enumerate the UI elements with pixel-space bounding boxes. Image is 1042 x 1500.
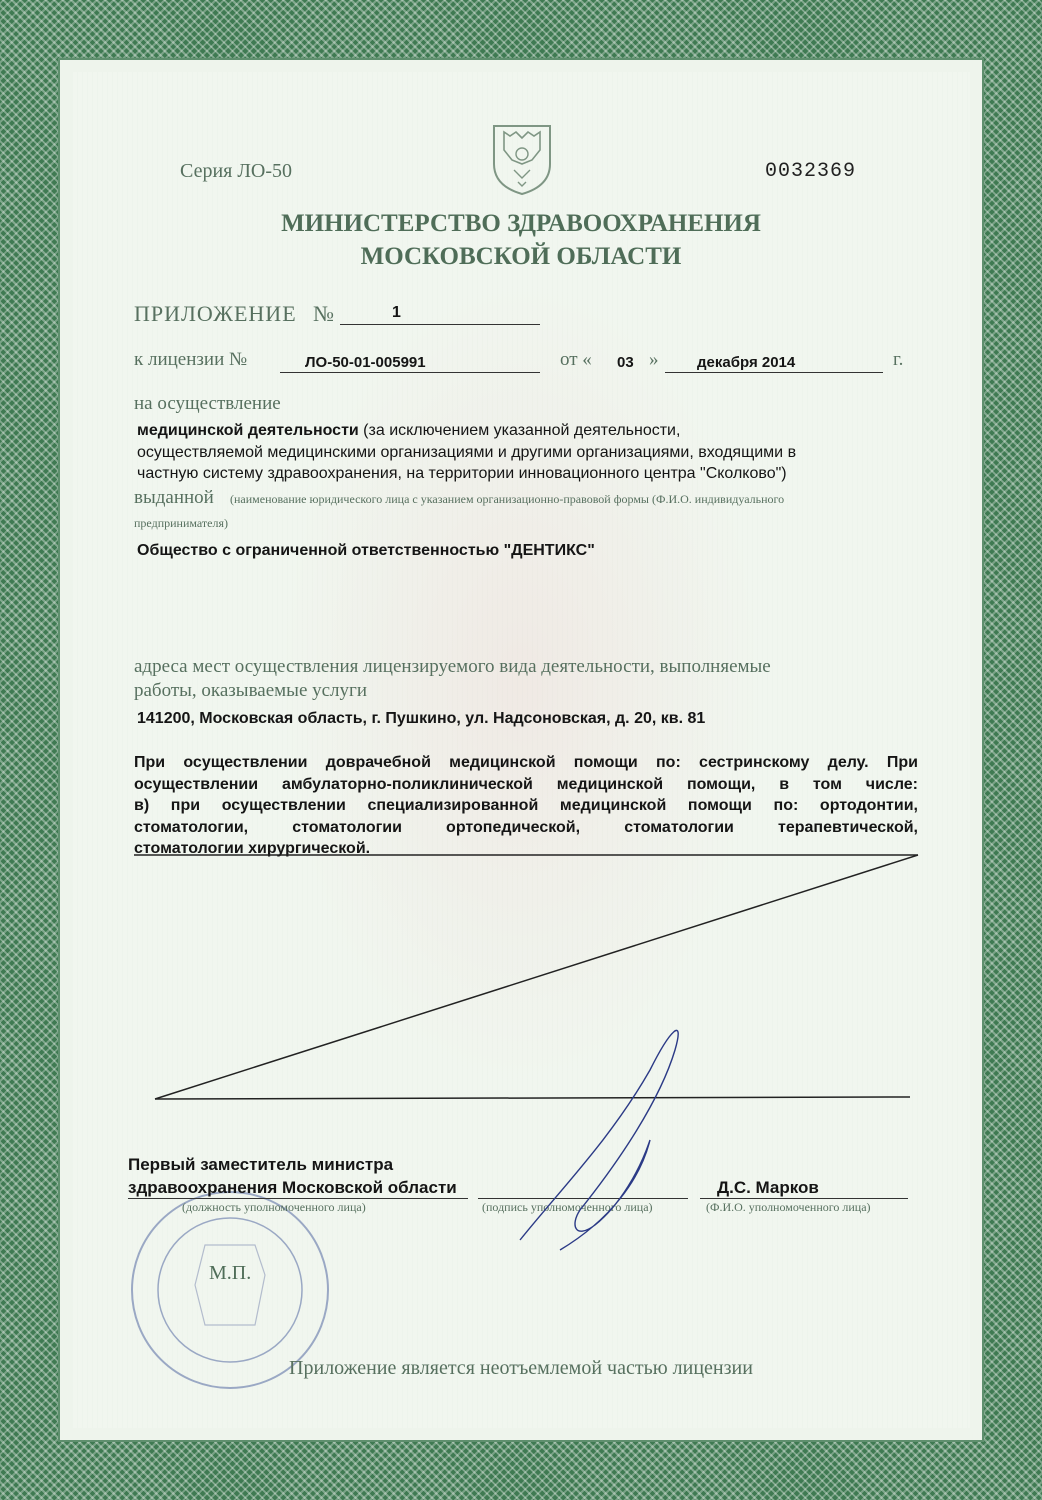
name-caption: (Ф.И.О. уполномоченного лица)	[706, 1200, 871, 1214]
issued-note-line1: (наименование юридического лица с указанием организационно-правовой формы (Ф.И.О. индивидуального	[230, 492, 785, 506]
signer-name: Д.С. Марков	[717, 1178, 819, 1197]
license-day: 03	[617, 354, 634, 371]
activity-bold: медицинской деятельности	[137, 422, 359, 439]
document-number: 0032369	[765, 160, 857, 183]
addresses-label-line2: работы, оказываемые услуги	[134, 680, 368, 701]
activity-line1-rest: (за исключением указанной деятельности,	[358, 422, 681, 439]
ministry-title-line2: МОСКОВСКОЙ ОБЛАСТИ	[360, 243, 682, 270]
license-month-year: декабря 2014	[697, 354, 796, 371]
services-line: стоматологии, стоматологии ортопедической, стоматологии терапевтической,	[134, 818, 918, 836]
services-line: в) при осуществлении специализированной медицинской помощи по: ортодонтии,	[134, 797, 918, 814]
handwritten-signature-icon	[500, 1010, 720, 1260]
activity-intro: на осуществление	[134, 393, 281, 414]
signature-caption: (подпись уполномоченного лица)	[482, 1200, 653, 1214]
issued-note-line2: предпринимателя)	[134, 516, 228, 530]
addresses-label-line1: адреса мест осуществления лицензируемого вида деятельности, выполняемые	[134, 656, 771, 677]
services-line: осуществлении амбулаторно-поликлинической медицинской помощи, в том числе:	[134, 775, 918, 793]
activity-line3: частную систему здравоохранения, на территории инновационного центра "Сколково")	[137, 465, 787, 482]
appendix-label: ПРИЛОЖЕНИЕ	[134, 301, 297, 326]
appendix-number-sign: №	[313, 301, 334, 326]
license-prefix: к лицензии №	[134, 349, 248, 370]
series-label: Серия ЛО-50	[180, 160, 293, 182]
position-caption: (должность уполномоченного лица)	[182, 1200, 366, 1214]
organization-name: Общество с ограниченной ответственностью "ДЕНТИКС"	[137, 542, 595, 559]
issued-label: выданной	[134, 487, 214, 508]
stamp-mp-label: М.П.	[209, 1262, 252, 1284]
address-text: 141200, Московская область, г. Пушкино, ул. Надсоновская, д. 20, кв. 81	[137, 710, 706, 727]
license-close-quote: »	[649, 349, 659, 370]
ministry-title-line1: МИНИСТЕРСТВО ЗДРАВООХРАНЕНИЯ	[281, 210, 761, 237]
signer-position-line1: Первый заместитель министра	[128, 1155, 394, 1174]
license-year-suffix: г.	[893, 349, 904, 370]
activity-line2: осуществляемой медицинскими организациями и другими организациями, входящими в	[137, 444, 797, 461]
services-line: стоматологии хирургической.	[134, 840, 371, 857]
license-from-label: от «	[560, 349, 592, 370]
services-line: При осуществлении доврачебной медицинской помощи по: сестринскому делу. При	[134, 754, 918, 771]
license-number: ЛО-50-01-005991	[305, 354, 426, 371]
signer-position-line2: здравоохранения Московской области	[128, 1178, 457, 1197]
footer-note: Приложение является неотъемлемой частью лицензии	[289, 1357, 753, 1379]
appendix-number: 1	[392, 304, 401, 321]
